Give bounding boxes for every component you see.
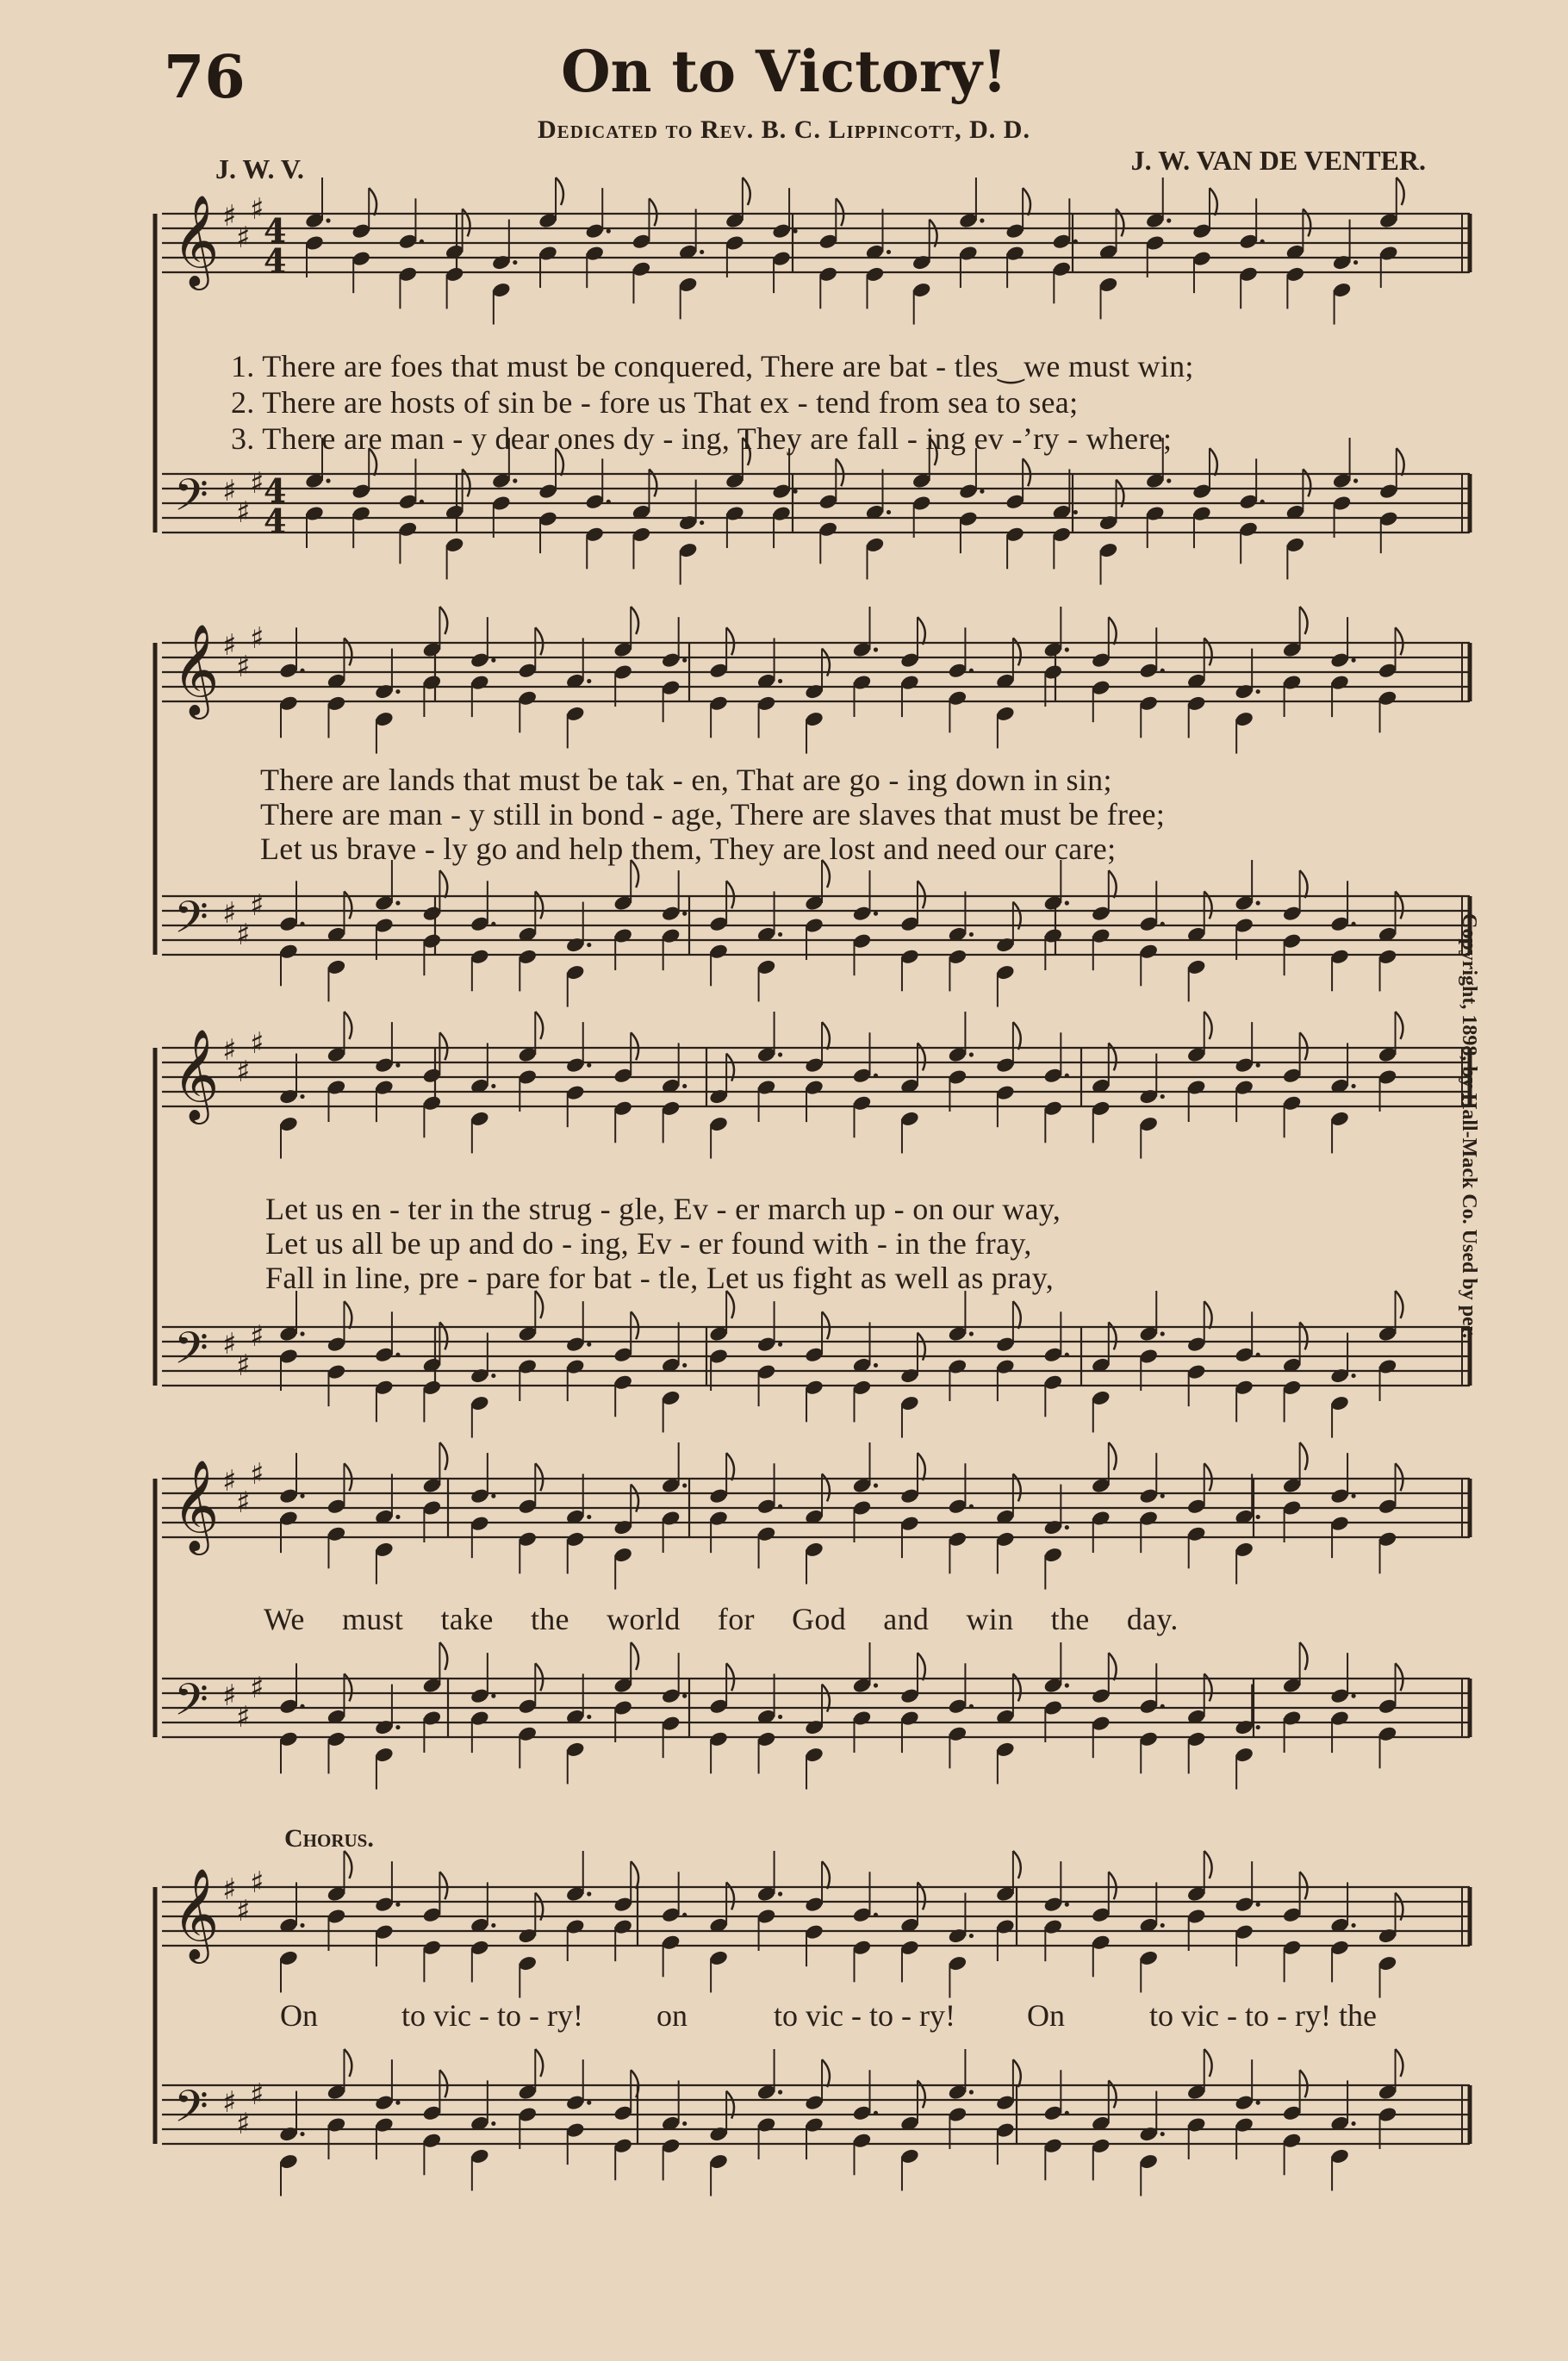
dot [682,1694,687,1698]
dot [1065,1903,1069,1907]
dot [395,1725,400,1729]
chorus-word: to vic - to - ry! the [1149,1998,1377,2033]
dot [1160,669,1165,673]
dot [874,1363,878,1367]
dot [491,2121,495,2126]
dot [874,1683,878,1687]
dot [395,900,400,905]
dot [682,1084,687,1088]
dot [682,1363,687,1367]
note-flag [1204,1301,1212,1329]
dot [326,478,330,483]
verse-1-line-2: There are lands that must be tak - en, That are go - ing down in sin; [260,763,1112,797]
dot [1256,1063,1260,1068]
note-flag [631,1032,638,1060]
sharp-sign: ♯ [236,495,251,530]
dot [491,1923,495,1928]
dot [1160,2132,1165,2136]
sharp-sign: ♯ [250,888,264,923]
dot [587,1063,591,1068]
bass-clef: 𝄢 [174,2080,208,2143]
note-flag [918,617,925,645]
note-flag [439,1442,447,1470]
chorus-label: Chorus. [284,1824,374,1853]
note-flag [1396,627,1403,655]
dot [395,1063,400,1068]
dot [1351,1923,1355,1928]
dot [700,520,704,525]
sharp-sign: ♯ [222,1464,237,1498]
dot [587,943,591,947]
dot [887,250,891,254]
note-flag [535,1012,543,1039]
sharp-sign: ♯ [222,628,237,663]
treble-clef: 𝄞 [172,194,220,286]
sharp-sign: ♯ [250,1457,264,1492]
dot [969,1052,974,1056]
note-flag [535,1663,543,1691]
dot [1351,1374,1355,1378]
note-flag [631,1642,638,1670]
note-flag [1204,1851,1212,1878]
dot [1256,1725,1260,1729]
dot [1167,218,1171,222]
sharp-sign: ♯ [236,1486,251,1520]
dot [607,229,611,234]
dot [969,1704,974,1709]
chorus-word: On [280,1998,318,2033]
dot [682,2121,687,2126]
verse-1-line-3: Let us en - ter in the strug - gle, Ev - er march up - on our way, [265,1192,1061,1226]
dot [793,489,797,494]
dot [778,932,782,937]
dot [395,2101,400,2105]
dot [1353,478,1358,483]
note-flag [1204,1012,1212,1039]
sharp-sign: ♯ [236,221,251,255]
note-flag [726,627,734,655]
note-flag [1396,1012,1403,1039]
dot [778,2090,782,2094]
dot [778,1504,782,1509]
sharp-sign: ♯ [236,650,251,684]
dot [969,2090,974,2094]
note-flag [1300,2070,1308,2097]
dot [395,1353,400,1357]
sharp-sign: ♯ [236,918,251,952]
time-signature: 4 [264,471,287,510]
note-flag [439,1032,447,1060]
sharp-sign: ♯ [236,1055,251,1089]
dot [513,478,517,483]
dot [1351,1494,1355,1498]
note-flag [439,1642,447,1670]
dot [1065,900,1069,905]
note-flag [631,1311,638,1339]
treble-clef: 𝄞 [172,1459,220,1551]
dot [1353,260,1358,265]
note-flag [1109,1872,1117,1899]
note-flag [822,1311,830,1339]
hymn-title: On to Victory! [561,38,1007,105]
sharp-sign: ♯ [236,2107,251,2141]
dot [1351,1694,1355,1698]
note-flag [1210,448,1217,476]
note-flag [918,1453,925,1480]
sharp-sign: ♯ [236,1894,251,1928]
dot [874,647,878,651]
dot [1160,922,1165,926]
note-flag [836,198,843,226]
dot [420,240,424,244]
dot [326,218,330,222]
dot [969,1504,974,1509]
note-flag [1109,1653,1117,1680]
treble-clef: 𝄞 [172,1867,220,1959]
verse-3-line-1: 3. There are man - y dear ones dy - ing, They are fall - ing ev -’ry - where; [231,421,1173,456]
dot [395,1903,400,1907]
dot [874,2111,878,2115]
note-flag [344,1012,352,1039]
note-flag [726,1453,734,1480]
note-flag [1204,1463,1212,1491]
bass-clef: 𝄢 [174,1322,208,1385]
dot [607,500,611,504]
dot [778,1342,782,1347]
dot [300,1494,304,1498]
note-flag [439,870,447,898]
sharp-sign: ♯ [222,1679,237,1713]
time-signature: 4 [264,211,287,250]
dot [980,489,984,494]
dedication: Dedicated to Rev. B. C. Lippincott, D. D. [538,115,1030,144]
dot [1065,647,1069,651]
refrain-line: We must take the world for God and win the day. [264,1602,1179,1636]
note-flag [535,627,543,655]
sharp-sign: ♯ [250,1026,264,1061]
note-flag [1396,1291,1403,1318]
dot [491,922,495,926]
note-flag [631,1861,638,1889]
note-flag [1300,1442,1308,1470]
dot [1160,1331,1165,1336]
note-flag [1013,1851,1021,1878]
sharp-sign: ♯ [222,1033,237,1068]
note-flag [1210,188,1217,215]
dot [874,1074,878,1078]
dot [491,1084,495,1088]
note-flag [726,881,734,908]
sharp-sign: ♯ [222,1872,237,1907]
dot [1160,1094,1165,1099]
dot [587,1891,591,1896]
dot [1260,240,1265,244]
note-flag [1023,458,1030,486]
dot [300,669,304,673]
note-flag [1109,1442,1117,1470]
note-flag [822,2059,830,2087]
dot [420,500,424,504]
note-flag [918,1653,925,1680]
dot [1256,2101,1260,2105]
note-flag [743,178,750,205]
bass-clef: 𝄢 [174,1673,208,1736]
dot [1160,1923,1165,1928]
verse-3-line-3: Fall in line, pre - pare for bat - tle, Let us fight as well as pray, [265,1261,1055,1295]
note-flag [1023,188,1030,215]
dot [969,1331,974,1336]
copyright-notice: Copyright, 1898, by Hall-Mack Co. Used by per. [1458,913,1480,1339]
chorus-word: on [656,1998,688,2033]
dot [587,1715,591,1719]
page-number: 76 [164,43,246,112]
dot [587,679,591,683]
composer-name: J. W. VAN DE VENTER. [1130,145,1426,176]
note-flag [1300,607,1308,634]
note-flag [535,2049,543,2077]
note-flag [649,198,656,226]
note-flag [1300,1642,1308,1670]
dot [587,1515,591,1519]
time-signature: 4 [264,241,287,280]
note-flag [1396,1463,1403,1491]
sharp-sign: ♯ [250,192,264,227]
note-flag [439,1872,447,1899]
dot [778,1052,782,1056]
dot [395,689,400,694]
dot [682,912,687,916]
note-flag [822,1022,830,1050]
note-flag [631,607,638,634]
dot [682,1483,687,1487]
dot [1256,1515,1260,1519]
sharp-sign: ♯ [236,1700,251,1735]
note-flag [1013,2059,1021,2087]
dot [682,658,687,663]
dot [513,260,517,265]
dot [778,1891,782,1896]
dot [1065,1353,1069,1357]
treble-clef: 𝄞 [172,623,220,715]
dot [969,932,974,937]
dot [1065,1074,1069,1078]
note-flag [439,607,447,634]
dot [491,658,495,663]
dot [874,1483,878,1487]
sharp-sign: ♯ [250,1866,264,1900]
sharp-sign: ♯ [250,1319,264,1354]
sharp-sign: ♯ [250,2078,264,2112]
dot [1256,1353,1260,1357]
dot [874,1913,878,1917]
dot [1351,658,1355,663]
dot [587,2101,591,2105]
note-flag [439,2070,447,2097]
sharp-sign: ♯ [236,1349,251,1383]
note-flag [1396,2049,1403,2077]
verse-2-line-1: 2. There are hosts of sin be - fore us That ex - tend from sea to sea; [231,385,1079,420]
bass-clef: 𝄢 [174,891,208,954]
dot [491,1694,495,1698]
dot [874,912,878,916]
dot [300,2132,304,2136]
note-flag [344,1851,352,1878]
dot [1351,2121,1355,2126]
time-signature: 4 [264,501,287,540]
note-flag [631,2070,638,2097]
verse-2-line-2: There are man - y still in bond - age, There are slaves that must be free; [260,797,1166,832]
sharp-sign: ♯ [222,896,237,931]
dot [969,669,974,673]
note-flag [1204,2049,1212,2077]
bass-clef: 𝄢 [174,469,208,532]
note-flag [918,881,925,908]
note-flag [726,1663,734,1691]
dot [1351,1084,1355,1088]
dot [491,1374,495,1378]
note-flag [822,1861,830,1889]
dot [1065,2111,1069,2115]
dot [980,218,984,222]
dot [491,1494,495,1498]
note-flag [1300,1032,1308,1060]
verse-2-line-3: Let us all be up and do - ing, Ev - er found with - in the fray, [265,1226,1032,1261]
note-flag [556,178,563,205]
dot [1065,1525,1069,1529]
sharp-sign: ♯ [222,1327,237,1361]
verse-3-line-2: Let us brave - ly go and help them, They are lost and need our care; [260,832,1117,866]
sharp-sign: ♯ [250,1671,264,1705]
note-flag [1396,1663,1403,1691]
note-flag [1300,870,1308,898]
dot [1167,478,1171,483]
note-flag [369,188,376,215]
dot [682,1913,687,1917]
treble-clef: 𝄞 [172,1028,220,1120]
dot [395,1515,400,1519]
note-flag [1397,178,1404,205]
sharp-sign: ♯ [250,466,264,501]
note-flag [1397,448,1404,476]
chorus-word: On [1027,1998,1065,2033]
dot [1073,240,1078,244]
note-flag [1013,1022,1021,1050]
note-flag [344,1463,352,1491]
dot [300,1331,304,1336]
dot [793,229,797,234]
dot [1065,1683,1069,1687]
dot [1160,1494,1165,1498]
note-flag [836,458,843,486]
dot [1260,500,1265,504]
dot [300,1094,304,1099]
note-flag [1109,870,1117,898]
chorus-word: to vic - to - ry! [401,1998,583,2033]
dot [300,1704,304,1709]
dot [778,679,782,683]
lyricist-initials: J. W. V. [215,153,304,184]
dot [1256,900,1260,905]
sharp-sign: ♯ [250,621,264,656]
sharp-sign: ♯ [222,474,237,508]
dot [587,1342,591,1347]
dot [1351,922,1355,926]
dot [778,1715,782,1719]
dot [1256,689,1260,694]
note-flag [1013,1301,1021,1329]
dot [1160,1704,1165,1709]
note-flag [1300,1872,1308,1899]
dot [1256,1903,1260,1907]
dot [969,1934,974,1938]
note-flag [344,1301,352,1329]
verse-1-line-1: 1. There are foes that must be conquered, There are bat - tles‿we must win; [231,349,1194,383]
dot [300,1923,304,1928]
note-flag [1109,617,1117,645]
note-flag [535,1463,543,1491]
sharp-sign: ♯ [222,2085,237,2120]
note-flag [344,2049,352,2077]
dot [300,922,304,926]
dot [887,510,891,514]
dot [700,250,704,254]
chorus-word: to vic - to - ry! [774,1998,955,2033]
dot [1073,510,1078,514]
sharp-sign: ♯ [222,199,237,234]
